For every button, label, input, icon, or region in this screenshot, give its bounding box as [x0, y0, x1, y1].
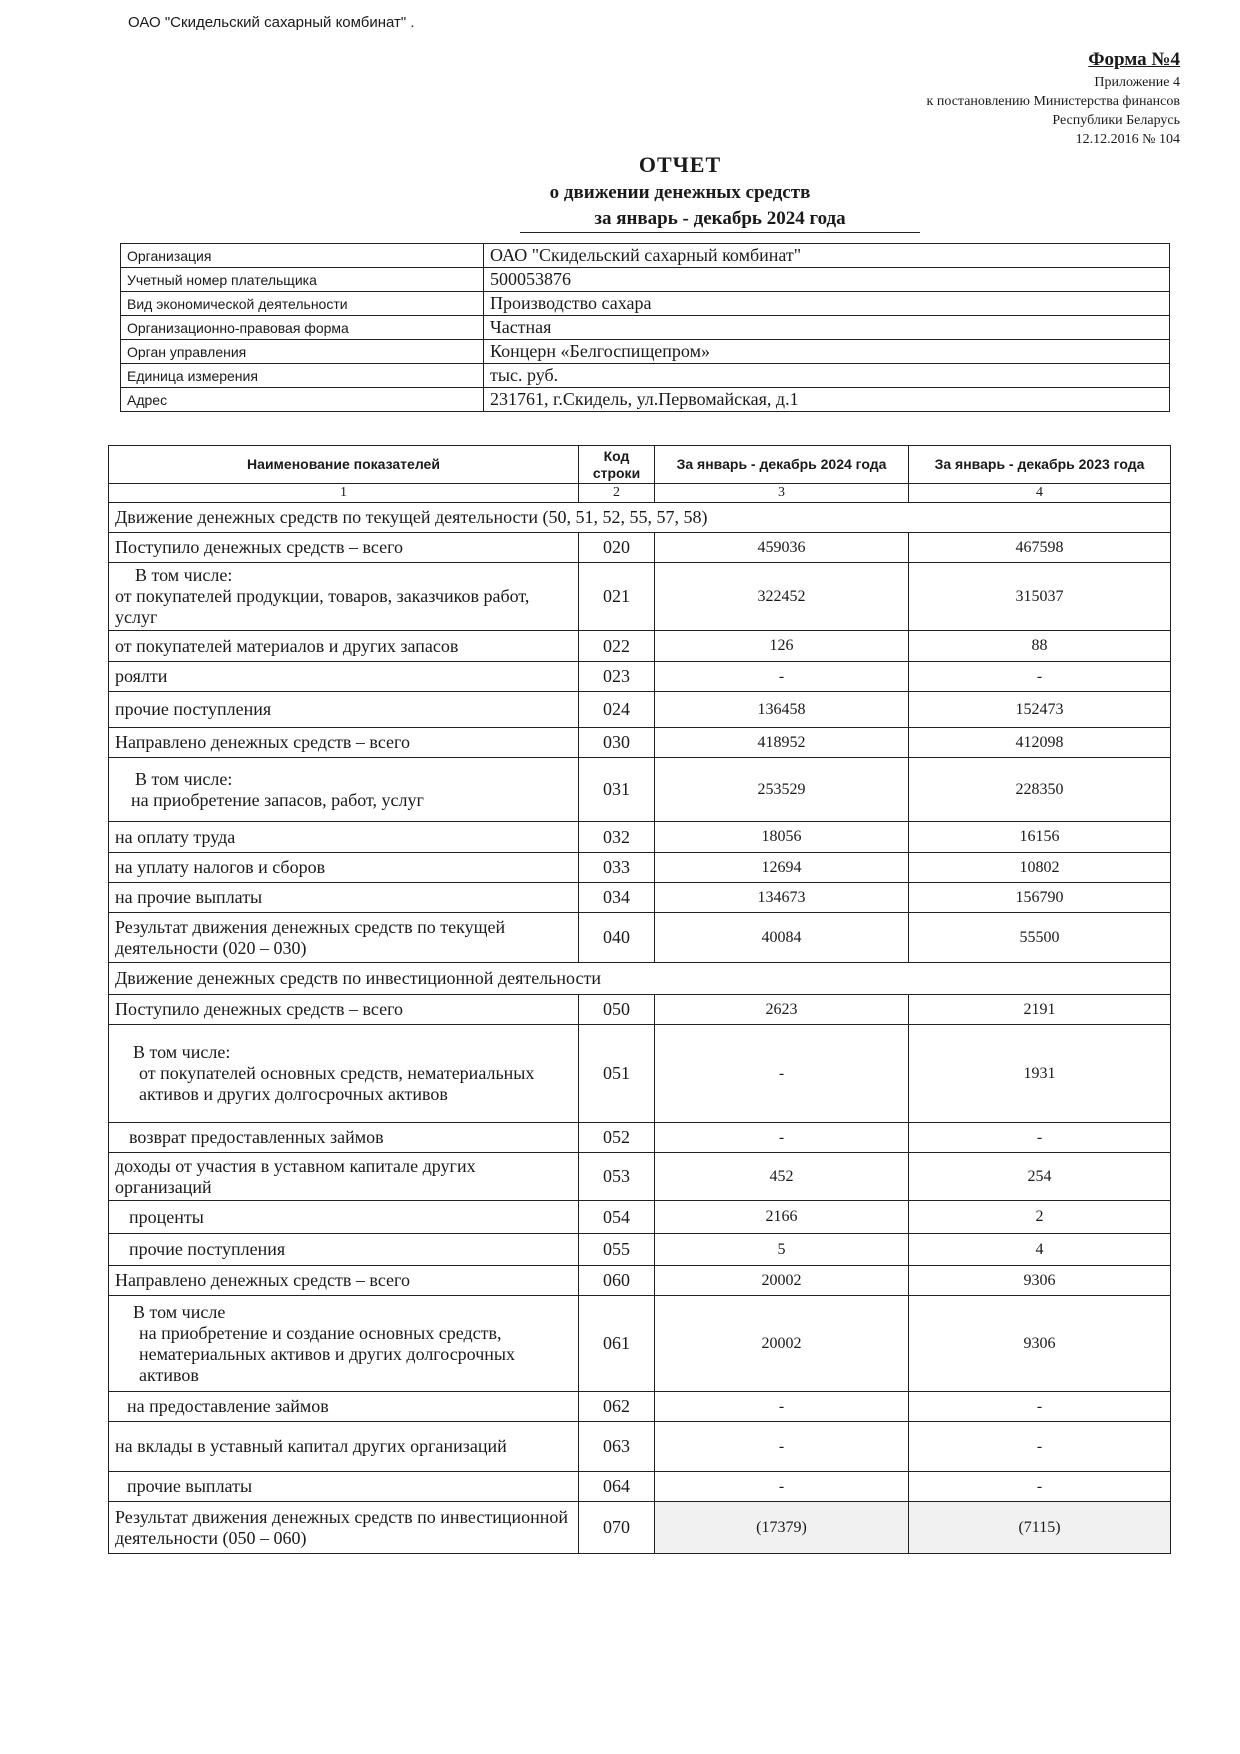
table-row — [109, 631, 1171, 662]
row-name: доходы от участия в уставном капитале других организаций — [109, 1153, 579, 1201]
column-number: 4 — [909, 484, 1171, 503]
row-name-cell — [109, 563, 579, 631]
row-code: 070 — [579, 1502, 655, 1554]
title-line-1: ОТЧЕТ — [638, 152, 722, 177]
title-line-2: о движении денежных средств — [549, 182, 811, 203]
row-name: Поступило денежных средств – всего — [109, 533, 579, 563]
header-code: Код строки — [579, 446, 655, 484]
header-name: Наименование показателей — [109, 446, 579, 484]
table-row — [109, 1422, 1171, 1472]
row-name: Направлено денежных средств – всего — [109, 1266, 579, 1296]
table-row — [109, 563, 1171, 631]
info-value: Частная — [484, 316, 1170, 340]
row-previous: 9306 — [909, 1266, 1171, 1296]
table-row — [109, 1123, 1171, 1153]
row-code: 063 — [579, 1422, 655, 1472]
row-previous: - — [909, 1472, 1171, 1502]
table-row — [109, 853, 1171, 883]
row-current: 18056 — [655, 822, 909, 853]
row-name: на прочие выплаты — [109, 883, 579, 913]
row-code: 055 — [579, 1234, 655, 1266]
table-row — [109, 822, 1171, 853]
table-row — [109, 758, 1171, 822]
row-current: 2166 — [655, 1201, 909, 1234]
row-code: 024 — [579, 692, 655, 728]
row-name: Результат движения денежных средств по инвестиционной деятельности (050 – 060) — [109, 1502, 579, 1554]
row-name: проценты — [109, 1201, 579, 1234]
section-row — [109, 963, 1171, 995]
table-row — [109, 692, 1171, 728]
info-label: Вид экономической деятельности — [121, 292, 484, 316]
row-code: 020 — [579, 533, 655, 563]
cash-flow-table — [108, 445, 1171, 1554]
row-current: 20002 — [655, 1296, 909, 1392]
row-previous: - — [909, 1422, 1171, 1472]
row-code: 033 — [579, 853, 655, 883]
row-code: 031 — [579, 758, 655, 822]
appendix-line: Приложение 4 — [1094, 75, 1180, 90]
row-previous: 156790 — [909, 883, 1171, 913]
row-previous: 55500 — [909, 913, 1171, 963]
table-row — [109, 1296, 1171, 1392]
row-name-cell — [109, 1296, 579, 1392]
row-previous: 152473 — [909, 692, 1171, 728]
table-row — [109, 913, 1171, 963]
header-current-period: За январь - декабрь 2024 года — [655, 446, 909, 484]
table-row — [109, 1472, 1171, 1502]
organization-info-table — [120, 243, 1170, 412]
table-row — [109, 1234, 1171, 1266]
row-current: 134673 — [655, 883, 909, 913]
row-code: 022 — [579, 631, 655, 662]
row-current: - — [655, 662, 909, 692]
appendix-line: 12.12.2016 № 104 — [1075, 132, 1180, 147]
row-code: 030 — [579, 728, 655, 758]
table-row — [109, 533, 1171, 563]
info-value: 231761, г.Скидель, ул.Первомайская, д.1 — [484, 388, 1170, 412]
row-name-cell — [109, 758, 579, 822]
row-code: 054 — [579, 1201, 655, 1234]
appendix-line: к постановлению Министерства финансов — [926, 94, 1180, 109]
table-row — [109, 1266, 1171, 1296]
row-previous: - — [909, 1392, 1171, 1422]
row-previous: 467598 — [909, 533, 1171, 563]
column-number: 2 — [579, 484, 655, 503]
row-current: 40084 — [655, 913, 909, 963]
table-row — [109, 1153, 1171, 1201]
row-name: Направлено денежных средств – всего — [109, 728, 579, 758]
row-previous: 2 — [909, 1201, 1171, 1234]
row-previous: 254 — [909, 1153, 1171, 1201]
table-row — [109, 995, 1171, 1025]
row-name: прочие поступления — [109, 1234, 579, 1266]
table-row — [109, 1502, 1171, 1554]
row-subheading: В том числе: — [135, 565, 233, 585]
info-label: Адрес — [121, 388, 484, 412]
info-value: Концерн «Белгоспищепром» — [484, 340, 1170, 364]
table-row — [109, 728, 1171, 758]
row-previous: 88 — [909, 631, 1171, 662]
row-current: (17379) — [655, 1502, 909, 1554]
row-current: - — [655, 1123, 909, 1153]
organization-header-line: ОАО "Скидельский сахарный комбинат" . — [128, 14, 415, 31]
info-row — [121, 364, 1170, 388]
header-previous-period: За январь - декабрь 2023 года — [909, 446, 1171, 484]
row-name: Поступило денежных средств – всего — [109, 995, 579, 1025]
row-name: прочие выплаты — [109, 1472, 579, 1502]
info-value: тыс. руб. — [484, 364, 1170, 388]
row-previous: 228350 — [909, 758, 1171, 822]
row-previous: 4 — [909, 1234, 1171, 1266]
info-row — [121, 388, 1170, 412]
section-investing: Движение денежных средств по инвестиционной деятельности — [109, 963, 1171, 995]
row-name: на предоставление займов — [109, 1392, 579, 1422]
info-label: Организационно-правовая форма — [121, 316, 484, 340]
row-previous: 412098 — [909, 728, 1171, 758]
row-subheading: В том числе — [133, 1301, 226, 1322]
row-name: на оплату труда — [109, 822, 579, 853]
row-code: 060 — [579, 1266, 655, 1296]
row-previous: - — [909, 662, 1171, 692]
row-previous: 2191 — [909, 995, 1171, 1025]
row-name: от покупателей продукции, товаров, заказчиков работ, услуг — [115, 586, 530, 627]
row-previous: 10802 — [909, 853, 1171, 883]
info-label: Орган управления — [121, 340, 484, 364]
row-current: 126 — [655, 631, 909, 662]
table-row — [109, 1392, 1171, 1422]
row-code: 064 — [579, 1472, 655, 1502]
section-row — [109, 503, 1171, 533]
table-row — [109, 662, 1171, 692]
row-name: возврат предоставленных займов — [109, 1123, 579, 1153]
row-code: 021 — [579, 563, 655, 631]
row-current: - — [655, 1422, 909, 1472]
row-code: 034 — [579, 883, 655, 913]
row-previous: 1931 — [909, 1025, 1171, 1123]
row-name: от покупателей основных средств, нематериальных активов и других долгосрочных активов — [139, 1063, 535, 1104]
row-current: - — [655, 1025, 909, 1123]
info-value: 500053876 — [484, 268, 1170, 292]
table-row — [109, 883, 1171, 913]
info-label: Организация — [121, 244, 484, 268]
row-current: 12694 — [655, 853, 909, 883]
info-label: Учетный номер плательщика — [121, 268, 484, 292]
info-row — [121, 316, 1170, 340]
row-current: - — [655, 1472, 909, 1502]
info-row — [121, 340, 1170, 364]
row-current: 418952 — [655, 728, 909, 758]
row-code: 052 — [579, 1123, 655, 1153]
row-code: 023 — [579, 662, 655, 692]
row-previous: 9306 — [909, 1296, 1171, 1392]
row-previous: - — [909, 1123, 1171, 1153]
info-label: Единица измерения — [121, 364, 484, 388]
row-current: 2623 — [655, 995, 909, 1025]
row-name: на приобретение и создание основных средств, нематериальных активов и других долгосрочных активов — [139, 1322, 515, 1385]
row-current: - — [655, 1392, 909, 1422]
row-current: 322452 — [655, 563, 909, 631]
form-info-block — [927, 50, 1180, 149]
row-previous: 16156 — [909, 822, 1171, 853]
row-name: роялти — [109, 662, 579, 692]
row-current: 459036 — [655, 533, 909, 563]
row-current: 20002 — [655, 1266, 909, 1296]
row-current: 5 — [655, 1234, 909, 1266]
table-header-row — [109, 446, 1171, 484]
row-code: 053 — [579, 1153, 655, 1201]
row-name: на вклады в уставный капитал других организаций — [109, 1422, 579, 1472]
info-row — [121, 292, 1170, 316]
row-current: 136458 — [655, 692, 909, 728]
title-period: за январь - декабрь 2024 года — [520, 208, 920, 233]
row-code: 061 — [579, 1296, 655, 1392]
row-name: от покупателей материалов и других запасов — [109, 631, 579, 662]
column-number-row — [109, 484, 1171, 503]
row-code: 050 — [579, 995, 655, 1025]
column-number: 1 — [109, 484, 579, 503]
column-number: 3 — [655, 484, 909, 503]
row-subheading: В том числе: — [135, 768, 233, 789]
row-name: на уплату налогов и сборов — [109, 853, 579, 883]
info-row — [121, 268, 1170, 292]
row-code: 062 — [579, 1392, 655, 1422]
section-operating: Движение денежных средств по текущей деятельности (50, 51, 52, 55, 57, 58) — [109, 503, 1171, 533]
row-name-cell — [109, 1025, 579, 1123]
info-value: ОАО "Скидельский сахарный комбинат" — [484, 244, 1170, 268]
row-code: 051 — [579, 1025, 655, 1123]
table-row — [109, 1025, 1171, 1123]
row-name: Результат движения денежных средств по текущей деятельности (020 – 030) — [109, 913, 579, 963]
row-code: 032 — [579, 822, 655, 853]
row-current: 253529 — [655, 758, 909, 822]
row-previous: 315037 — [909, 563, 1171, 631]
appendix-line: Республики Беларусь — [1052, 113, 1180, 128]
form-number: Форма №4 — [1088, 49, 1180, 70]
report-title — [440, 152, 920, 233]
row-code: 040 — [579, 913, 655, 963]
row-name: прочие поступления — [109, 692, 579, 728]
info-row — [121, 244, 1170, 268]
row-subheading: В том числе: — [133, 1042, 231, 1062]
row-current: 452 — [655, 1153, 909, 1201]
row-previous: (7115) — [909, 1502, 1171, 1554]
info-value: Производство сахара — [484, 292, 1170, 316]
table-row — [109, 1201, 1171, 1234]
row-name: на приобретение запасов, работ, услуг — [131, 789, 424, 810]
